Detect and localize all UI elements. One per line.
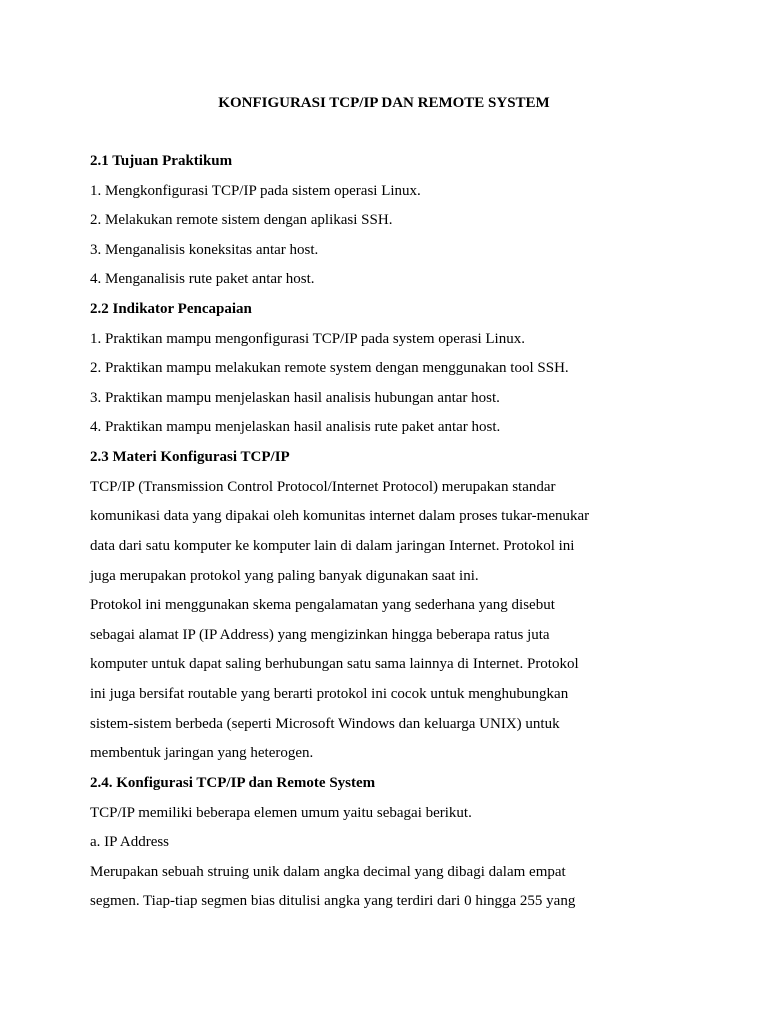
list-item: 4. Praktikan mampu menjelaskan hasil analisis rute paket antar host. (90, 419, 501, 435)
paragraph-line: TCP/IP (Transmission Control Protocol/Internet Protocol) merupakan standar (90, 479, 556, 495)
paragraph-line: Protokol ini menggunakan skema pengalamatan yang sederhana yang disebut (90, 597, 555, 613)
document-title: KONFIGURASI TCP/IP DAN REMOTE SYSTEM (218, 95, 550, 111)
paragraph-line: ini juga bersifat routable yang berarti protokol ini cocok untuk menghubungkan (90, 686, 569, 702)
paragraph-line: TCP/IP memiliki beberapa elemen umum yaitu sebagai berikut. (90, 805, 472, 821)
section-heading-konfigurasi: 2.4. Konfigurasi TCP/IP dan Remote System (90, 775, 376, 791)
paragraph-line: a. IP Address (90, 834, 170, 850)
list-item: 3. Praktikan mampu menjelaskan hasil analisis hubungan antar host. (90, 390, 500, 406)
section-heading-indikator: 2.2 Indikator Pencapaian (90, 301, 252, 317)
paragraph-line: membentuk jaringan yang heterogen. (90, 745, 314, 761)
section-heading-materi: 2.3 Materi Konfigurasi TCP/IP (90, 449, 290, 465)
list-item: 2. Praktikan mampu melakukan remote system dengan menggunakan tool SSH. (90, 360, 569, 376)
paragraph-line: data dari satu komputer ke komputer lain di dalam jaringan Internet. Protokol ini (90, 538, 575, 554)
paragraph-line: segmen. Tiap-tiap segmen bias ditulisi angka yang terdiri dari 0 hingga 255 yang (90, 893, 576, 909)
paragraph-line: komunikasi data yang dipakai oleh komunitas internet dalam proses tukar-menukar (90, 508, 590, 524)
paragraph-line: komputer untuk dapat saling berhubungan satu sama lainnya di Internet. Protokol (90, 656, 579, 672)
list-item: 2. Melakukan remote sistem dengan aplikasi SSH. (90, 212, 393, 228)
list-item: 1. Praktikan mampu mengonfigurasi TCP/IP pada system operasi Linux. (90, 331, 525, 347)
list-item: 1. Mengkonfigurasi TCP/IP pada sistem operasi Linux. (90, 183, 421, 199)
list-item: 4. Menganalisis rute paket antar host. (90, 271, 315, 287)
paragraph-line: sebagai alamat IP (IP Address) yang mengizinkan hingga beberapa ratus juta (90, 627, 550, 643)
paragraph-line: juga merupakan protokol yang paling banyak digunakan saat ini. (90, 568, 479, 584)
section-heading-tujuan: 2.1 Tujuan Praktikum (90, 153, 233, 169)
paragraph-line: Merupakan sebuah struing unik dalam angka decimal yang dibagi dalam empat (90, 864, 566, 880)
list-item: 3. Menganalisis koneksitas antar host. (90, 242, 319, 258)
paragraph-line: sistem-sistem berbeda (seperti Microsoft Windows dan keluarga UNIX) untuk (90, 716, 560, 732)
